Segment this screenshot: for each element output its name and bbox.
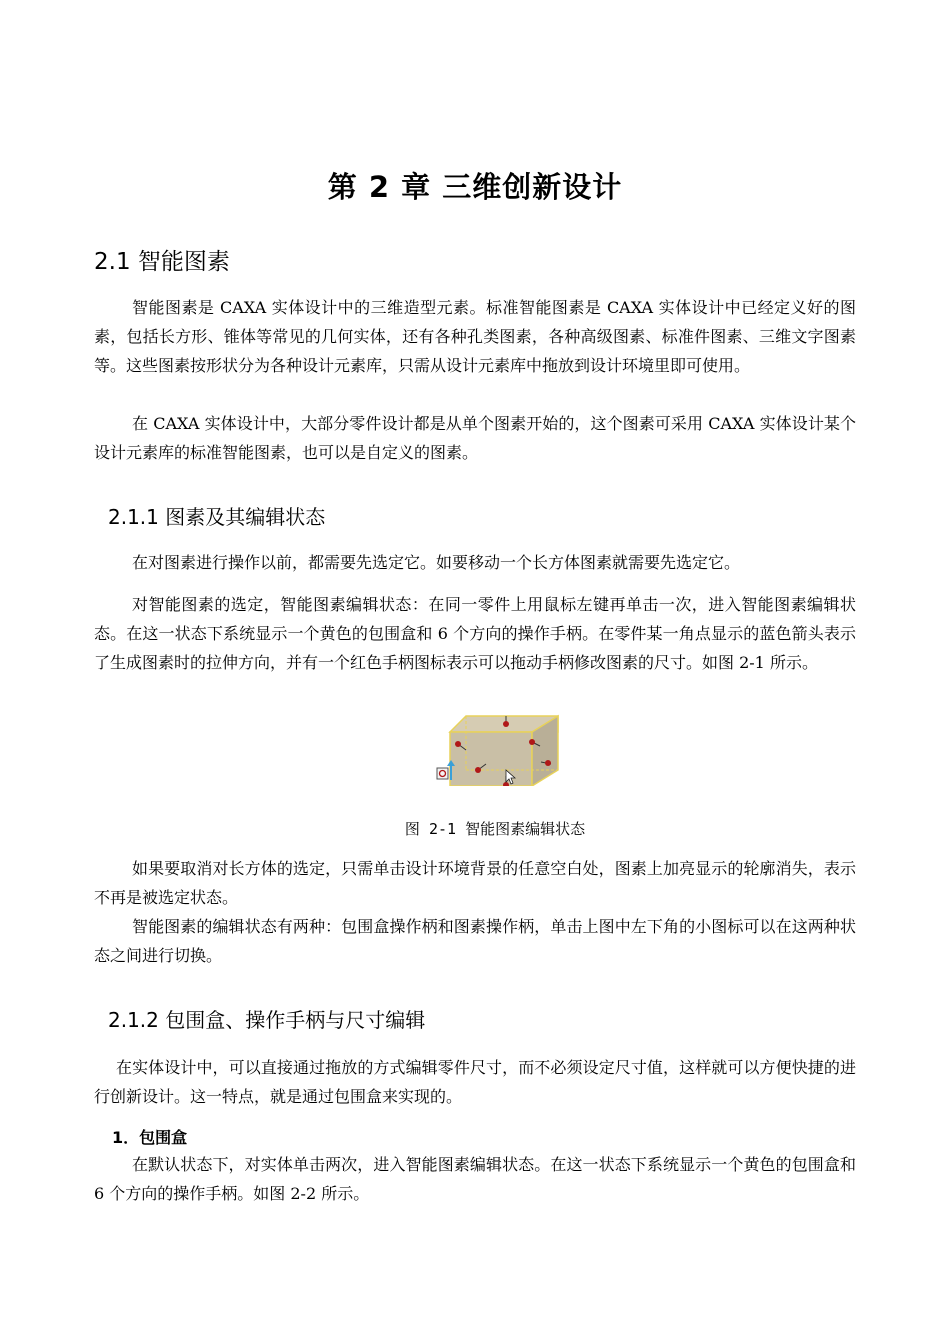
paragraph: 在 CAXA 实体设计中，大部分零件设计都是从单个图素开始的，这个图素可采用 CAXA 实体设计某个设计元素库的标准智能图素，也可以是自定义的图素。: [94, 414, 856, 462]
figure-caption: 图 2-1 智能图素编辑状态: [404, 820, 586, 838]
chapter-title: 第 2 章 三维创新设计: [327, 170, 623, 204]
paragraph: 在对图素进行操作以前，都需要先选定它。如要移动一个长方体图素就需要先选定它。: [132, 553, 741, 572]
paragraph: 在默认状态下，对实体单击两次，进入智能图素编辑状态。在这一状态下系统显示一个黄色的包围盒和 6 个方向的操作手柄。如图 2-2 所示。: [94, 1155, 856, 1203]
paragraph: 如果要取消对长方体的选定，只需单击设计环境背景的任意空白处，图素上加亮显示的轮廓消失，表示不再是被选定状态。: [94, 859, 856, 907]
figure-2-1-smart-element: [436, 712, 560, 786]
paragraph: 在实体设计中，可以直接通过拖放的方式编辑零件尺寸，而不必须设定尺寸值，这样就可以方便快捷的进行创新设计。这一特点，就是通过包围盒来实现的。: [94, 1058, 856, 1106]
toggle-mode-icon[interactable]: [437, 768, 448, 779]
subheading-bounding-box: 1．包围盒: [112, 1128, 188, 1147]
paragraph: 对智能图素的选定，智能图素编辑状态：在同一零件上用鼠标左键再单击一次，进入智能图素编辑状态。在这一状态下系统显示一个黄色的包围盒和 6 个方向的操作手柄。在零件某一角点显示的蓝色箭头表示了生成图素时的拉伸方向，并有一个红色手柄图标表示可以拖动手柄修改图素的尺寸。如图 2-1 所示。: [94, 595, 856, 672]
section-heading-2-1-2: 2.1.2 包围盒、操作手柄与尺寸编辑: [108, 1008, 426, 1032]
paragraph: 智能图素是 CAXA 实体设计中的三维造型元素。标准智能图素是 CAXA 实体设计中已经定义好的图素，包括长方形、锥体等常见的几何实体，还有各种孔类图素，各种高级图素、标准件图素、三维文字图素等。这些图素按形状分为各种设计元素库，只需从设计元素库中拖放到设计环境里即可使用。: [94, 298, 856, 375]
paragraph: 智能图素的编辑状态有两种：包围盒操作柄和图素操作柄，单击上图中左下角的小图标可以在这两种状态之间进行切换。: [94, 917, 856, 965]
cuboid-edit-state-illustration: [436, 712, 560, 786]
section-heading-2-1: 2.1 智能图素: [94, 249, 230, 275]
section-heading-2-1-1: 2.1.1 图素及其编辑状态: [108, 505, 326, 529]
